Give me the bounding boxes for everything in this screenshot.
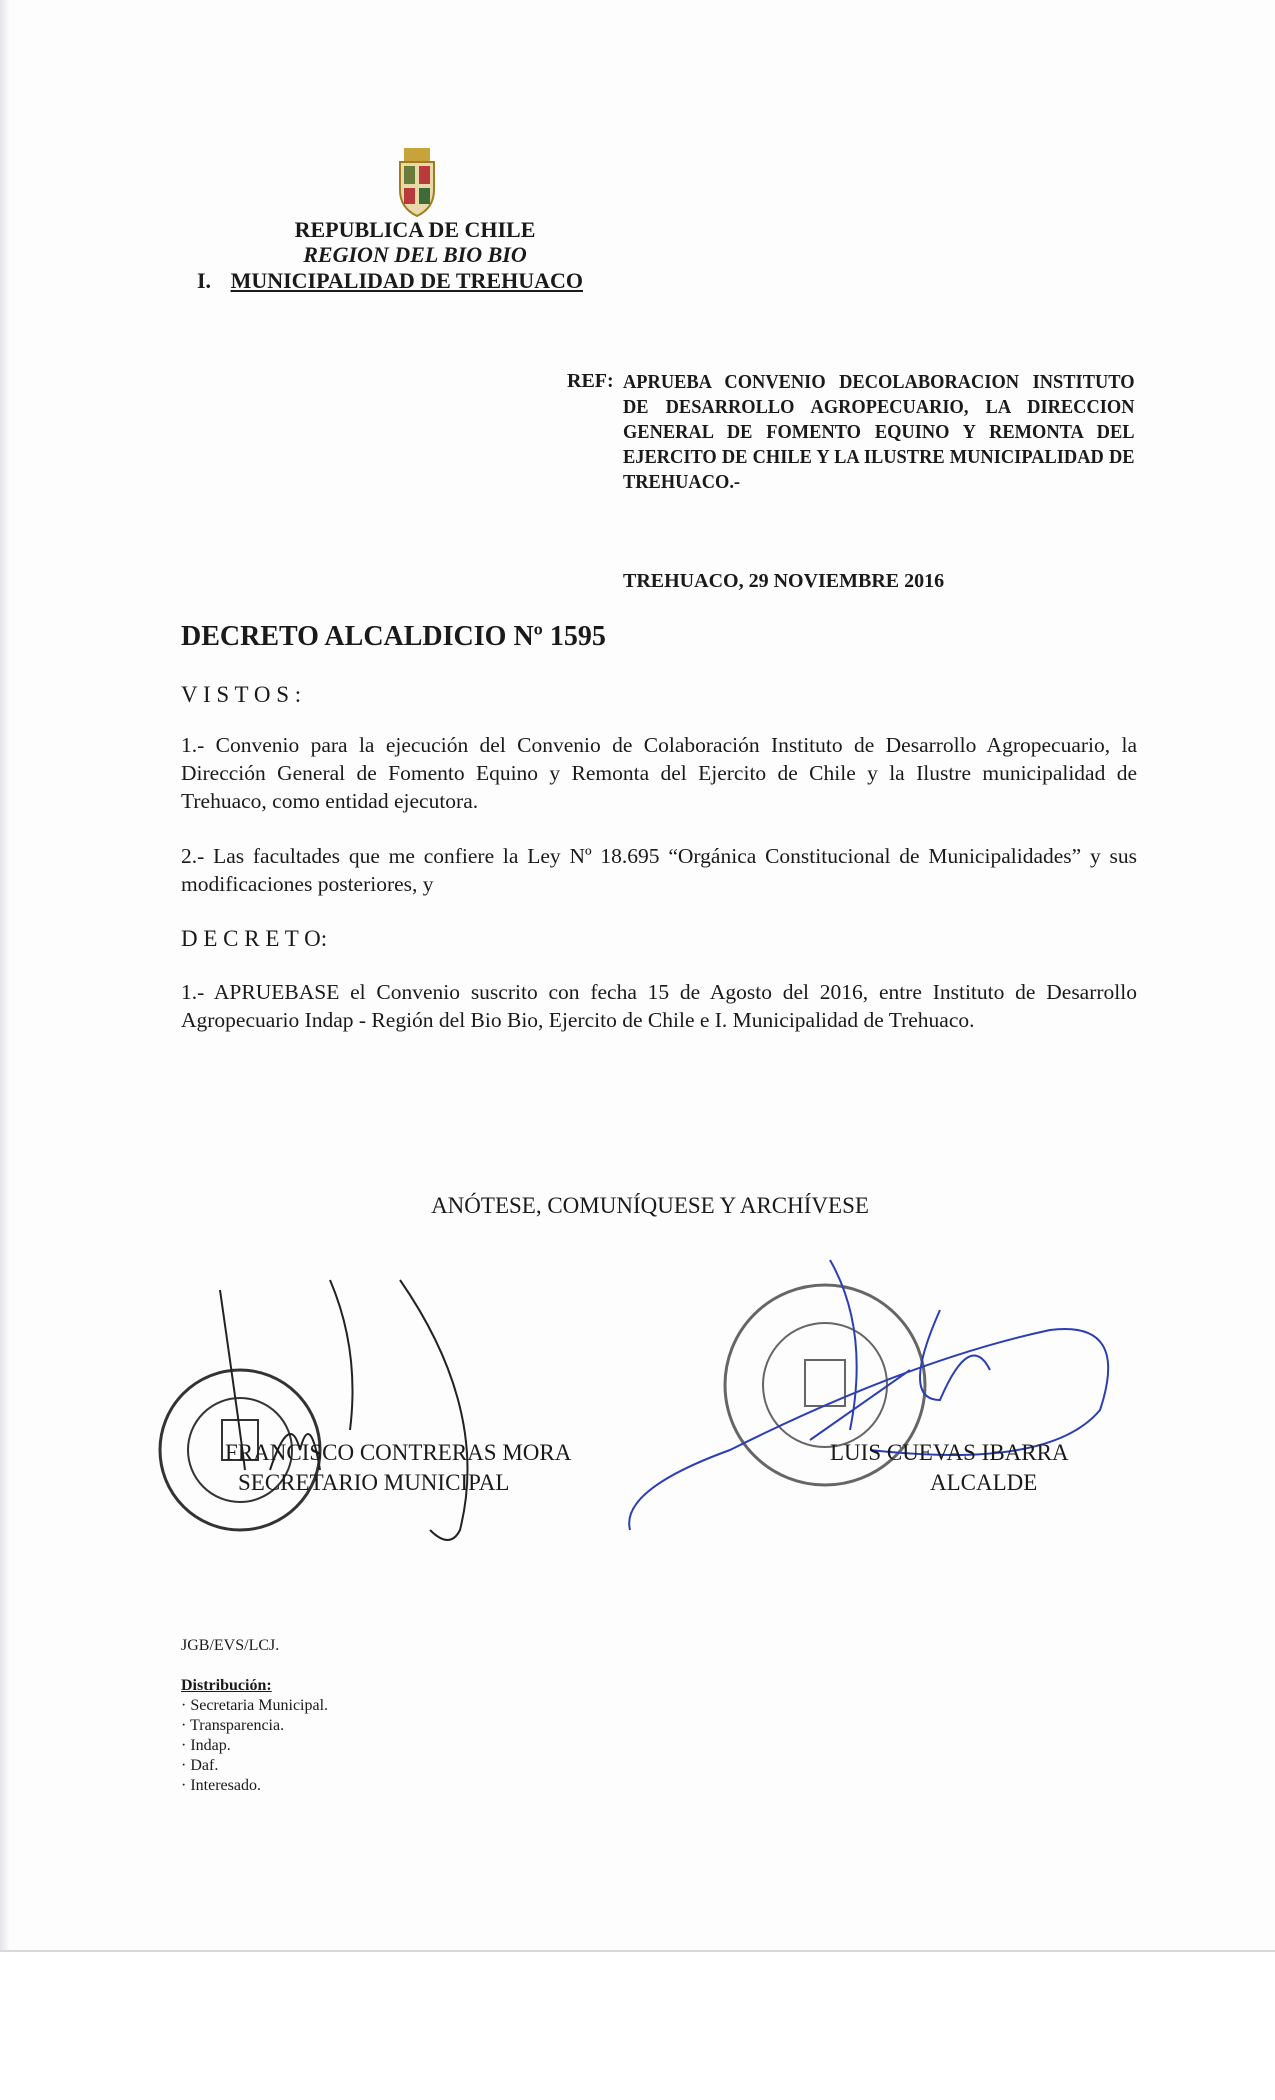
document-date: TREHUACO, 29 NOVIEMBRE 2016: [623, 570, 945, 592]
secretary-name: FRANCISCO CONTRERAS MORA: [225, 1440, 572, 1465]
secretary-stamp-signature: [150, 1270, 550, 1560]
decree-title: DECRETO ALCALDICIO Nº 1595: [181, 621, 606, 652]
header-republic: REPUBLICA DE CHILE: [294, 217, 536, 242]
header-municipality: [197, 268, 583, 294]
mayor-name: LUIS CUEVAS IBARRA: [830, 1440, 1069, 1465]
distribution-heading: Distribución:: [181, 1677, 272, 1694]
ref-text: APRUEBA CONVENIO DECOLABORACION INSTITUTO DE DESARROLLO AGROPECUARIO, LA DIRECCION GENERAL DE FOMENTO EQUINO Y REMONTA DEL EJERCITO DE CHILE Y LA ILUSTRE MUNICIPALIDAD DE TREHUACO.-: [623, 371, 1135, 493]
distribution-item: · Interesado.: [181, 1777, 261, 1794]
municipality-prefix: I.: [197, 268, 212, 293]
coat-of-arms-icon: [392, 146, 442, 218]
secretary-role: SECRETARIO MUNICIPAL: [238, 1470, 510, 1495]
distribution-list: [181, 1696, 328, 1796]
mayor-role: ALCALDE: [930, 1470, 1038, 1495]
distribution-item: · Transparencia.: [181, 1717, 285, 1734]
distribution-item: · Secretaria Municipal.: [181, 1697, 329, 1714]
vistos-heading: V I S T O S :: [181, 682, 302, 707]
vistos-item: 2.- Las facultades que me confiere la Ley Nº 18.695 “Orgánica Constitucional de Municipalidades” y sus modificaciones posteriores, y: [181, 844, 1137, 896]
decreto-item: 1.- APRUEBASE el Convenio suscrito con fecha 15 de Agosto del 2016, entre Instituto de Desarrollo Agropecuario Indap - Región del Bio Bio, Ejercito de Chile e I. Municipalidad de Trehuaco.: [181, 980, 1137, 1032]
municipality-name: MUNICIPALIDAD DE TREHUACO: [230, 268, 583, 293]
mayor-stamp-signature: [610, 1250, 1130, 1550]
header-region: REGION DEL BIO BIO: [303, 242, 527, 267]
distribution-item: · Indap.: [181, 1737, 231, 1754]
ref-label: REF:: [567, 370, 614, 392]
decreto-heading: D E C R E T O:: [181, 926, 328, 951]
initials: JGB/EVS/LCJ.: [181, 1637, 280, 1654]
closing-formula: ANÓTESE, COMUNÍQUESE Y ARCHÍVESE: [431, 1193, 869, 1218]
vistos-item: 1.- Convenio para la ejecución del Convenio de Colaboración Instituto de Desarrollo Agropecuario, la Dirección General de Fomento Equino y Remonta del Ejercito de Chile y la Ilustre municipalidad de Trehuaco, como entidad ejecutora.: [181, 733, 1137, 813]
distribution-item: · Daf.: [181, 1757, 219, 1774]
